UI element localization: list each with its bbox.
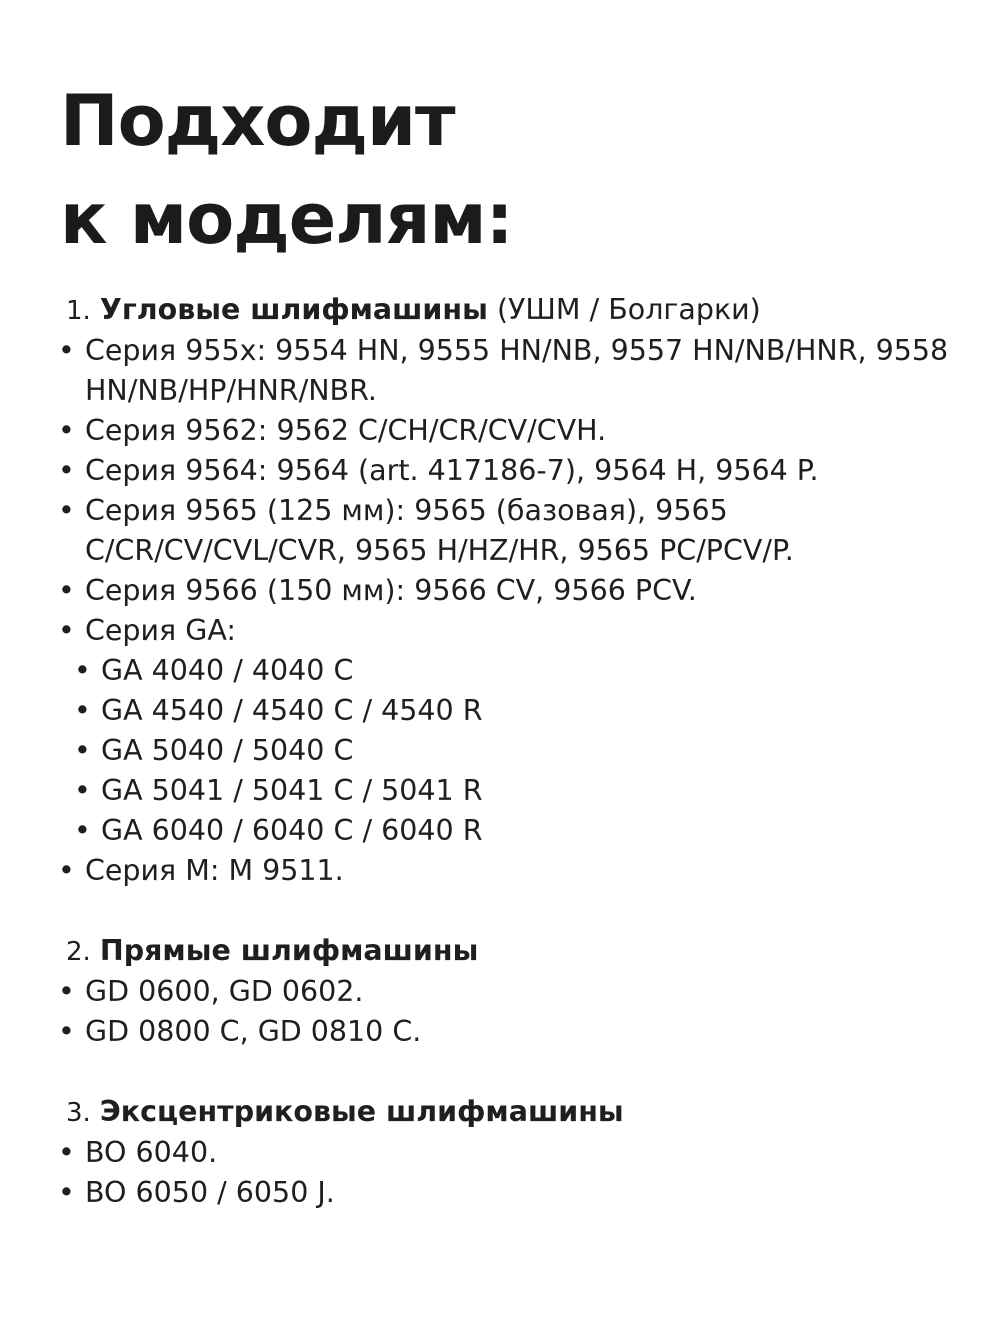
list-item <box>58 571 978 611</box>
list-item <box>58 451 978 491</box>
bullet: • <box>58 854 75 887</box>
list-item-text: Серия GA: <box>85 614 236 647</box>
bullet: • <box>74 814 91 847</box>
list-item <box>58 611 978 651</box>
section-heading-straight-grinders <box>58 931 978 972</box>
bullet: • <box>58 1015 75 1048</box>
list-item <box>58 1173 978 1213</box>
list-item-text: Серия 9564: 9564 (art. 417186-7), 9564 H, 9564 P. <box>85 454 819 487</box>
bullet: • <box>58 454 75 487</box>
list-item-text: Серия 9566 (150 мм): 9566 CV, 9566 PCV. <box>85 574 697 607</box>
section-title: Угловые шлифмашины <box>99 293 488 326</box>
list-item <box>58 1012 978 1052</box>
list-item-text: Серия 955x: 9554 HN, 9555 HN/NB, 9557 HN/NB/HNR, 9558 HN/NB/HP/HNR/NBR. <box>85 334 949 407</box>
title-line-1: Подходит <box>60 80 455 162</box>
list-item <box>58 411 978 451</box>
section-title: Эксцентриковые шлифмашины <box>99 1095 624 1128</box>
sub-list-item-text: GA 5041 / 5041 C / 5041 R <box>101 774 483 807</box>
sub-list-item <box>58 651 978 691</box>
bullet: • <box>58 1136 75 1169</box>
list-item-text: GD 0800 C, GD 0810 C. <box>85 1015 422 1048</box>
sub-list-item <box>58 811 978 851</box>
section-heading-angle-grinders <box>58 290 978 331</box>
sub-list-item <box>58 691 978 731</box>
bullet: • <box>74 654 91 687</box>
sub-list-item-text: GA 5040 / 5040 C <box>101 734 354 767</box>
bullet: • <box>74 734 91 767</box>
bullet: • <box>58 494 75 527</box>
list-item-text: BO 6050 / 6050 J. <box>85 1176 335 1209</box>
section-title: Прямые шлифмашины <box>99 934 479 967</box>
section-number: 2. <box>66 937 91 967</box>
sub-list-item-text: GA 4040 / 4040 C <box>101 654 354 687</box>
bullet: • <box>58 614 75 647</box>
section-heading-orbital-sanders <box>58 1092 978 1133</box>
bullet: • <box>58 1176 75 1209</box>
section-number: 1. <box>66 296 91 326</box>
section-number: 3. <box>66 1098 91 1128</box>
bullet: • <box>58 975 75 1008</box>
section-title-suffix: (УШМ / Болгарки) <box>496 293 761 326</box>
section-spacer <box>58 1052 978 1092</box>
list-item-text: BO 6040. <box>85 1136 218 1169</box>
list-item-text: Серия M: M 9511. <box>85 854 344 887</box>
title-line-2: к моделям: <box>60 178 513 260</box>
sub-list-item <box>58 771 978 811</box>
page-title <box>60 72 513 268</box>
sub-list-item-text: GA 6040 / 6040 C / 6040 R <box>101 814 483 847</box>
bullet: • <box>74 694 91 727</box>
list-item <box>58 331 978 411</box>
list-item <box>58 491 978 571</box>
list-item <box>58 1133 978 1173</box>
bullet: • <box>58 334 75 367</box>
sub-list-item <box>58 731 978 771</box>
list-item-text: Серия 9562: 9562 C/CH/CR/CV/CVH. <box>85 414 607 447</box>
bullet: • <box>58 574 75 607</box>
sub-list-item-text: GA 4540 / 4540 C / 4540 R <box>101 694 483 727</box>
model-list <box>58 290 978 1213</box>
list-item <box>58 851 978 891</box>
list-item-text: Серия 9565 (125 мм): 9565 (базовая), 9565 C/CR/CV/CVL/CVR, 9565 H/HZ/HR, 9565 PC/PCV/P. <box>85 494 794 567</box>
bullet: • <box>74 774 91 807</box>
list-item <box>58 972 978 1012</box>
section-spacer <box>58 891 978 931</box>
bullet: • <box>58 414 75 447</box>
list-item-text: GD 0600, GD 0602. <box>85 975 364 1008</box>
